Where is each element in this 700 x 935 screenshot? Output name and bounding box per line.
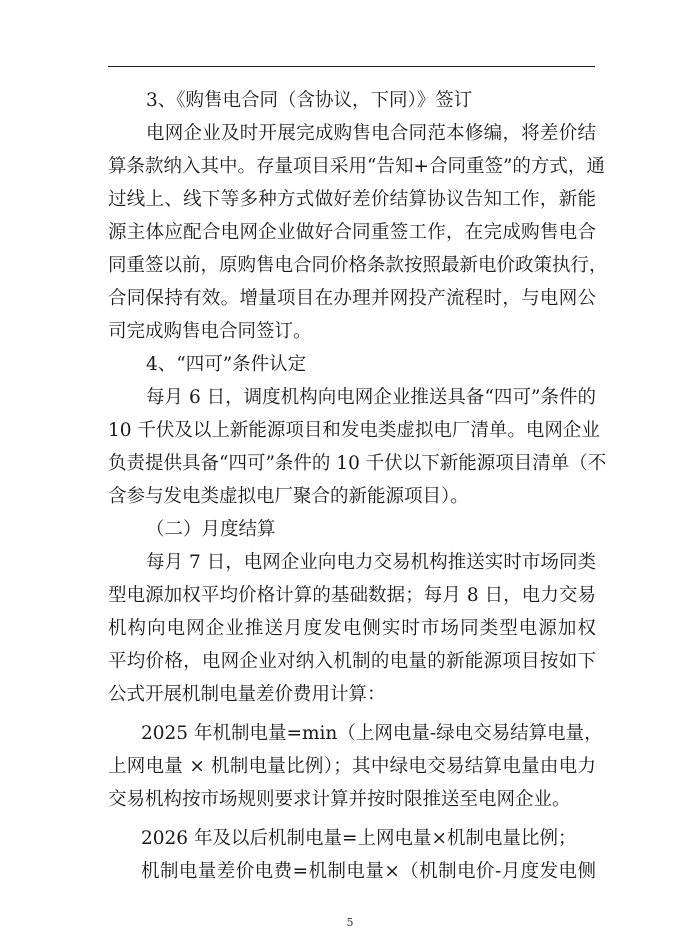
text-line: 平均价格，电网企业对纳入机制的电量的新能源项目按如下 (108, 651, 596, 672)
text-line: 过线上、线下等多种方式做好差价结算协议告知工作，新能 (108, 189, 596, 210)
text-line: 上网电量 × 机制电量比例）；其中绿电交易结算电量由电力 (108, 756, 596, 777)
paragraph (108, 84, 596, 117)
paragraph (108, 822, 596, 855)
text-line: 2025 年机制电量=min（上网电量-绿电交易结算电量， (141, 723, 603, 744)
text-line: 2026 年及以后机制电量=上网电量×机制电量比例； (141, 828, 577, 849)
header-rule (108, 66, 595, 67)
paragraph (108, 546, 596, 711)
text-line: 含参与发电类虚拟电厂聚合的新能源项目）。 (108, 486, 469, 507)
paragraph (108, 381, 607, 513)
paragraph (108, 117, 608, 348)
text-line: 机构向电网企业推送月度发电侧实时市场同类型电源加权 (108, 618, 596, 639)
text-line: 算条款纳入其中。存量项目采用“告知+合同重签”的方式，通 (108, 156, 605, 177)
text-line: 公式开展机制电量差价费用计算： (108, 684, 386, 705)
text-line: 负责提供具备“四可”条件的 10 千伏以下新能源项目清单（不 (108, 453, 607, 474)
paragraph (108, 855, 596, 888)
text-line: 机制电量差价电费=机制电量×（机制电价-月度发电侧 (141, 861, 596, 882)
paragraph (108, 513, 596, 546)
text-line: （二）月度结算 (146, 519, 276, 540)
text-line: 电网企业及时开展完成购售电合同范本修编，将差价结 (146, 123, 596, 144)
text-line: 4、“四可”条件认定 (146, 354, 307, 375)
document-body (108, 84, 608, 888)
text-line: 合同保持有效。增量项目在办理并网投产流程时，与电网公 (108, 288, 596, 309)
text-line: 交易机构按市场规则要求计算并按时限推送至电网企业。 (108, 789, 571, 810)
text-line: 型电源加权平均价格计算的基础数据；每月 8 日，电力交易 (108, 585, 596, 606)
text-line: 每月 6 日，调度机构向电网企业推送具备“四可”条件的 (146, 387, 596, 408)
text-line: 源主体应配合电网企业做好合同重签工作，在完成购售电合 (108, 222, 596, 243)
text-line: 10 千伏及以上新能源项目和发电类虚拟电厂清单。电网企业 (108, 420, 600, 441)
paragraph (108, 717, 603, 816)
page-number: 5 (346, 916, 354, 929)
text-line: 每月 7 日，电网企业向电力交易机构推送实时市场同类 (146, 552, 596, 573)
text-line: 司完成购售电合同签订。 (108, 321, 312, 342)
paragraph (108, 348, 596, 381)
text-line: 同重签以前，原购售电合同价格条款按照最新电价政策执行， (108, 255, 608, 276)
text-line: 3、《购售电合同（含协议，下同）》签订 (146, 90, 473, 111)
